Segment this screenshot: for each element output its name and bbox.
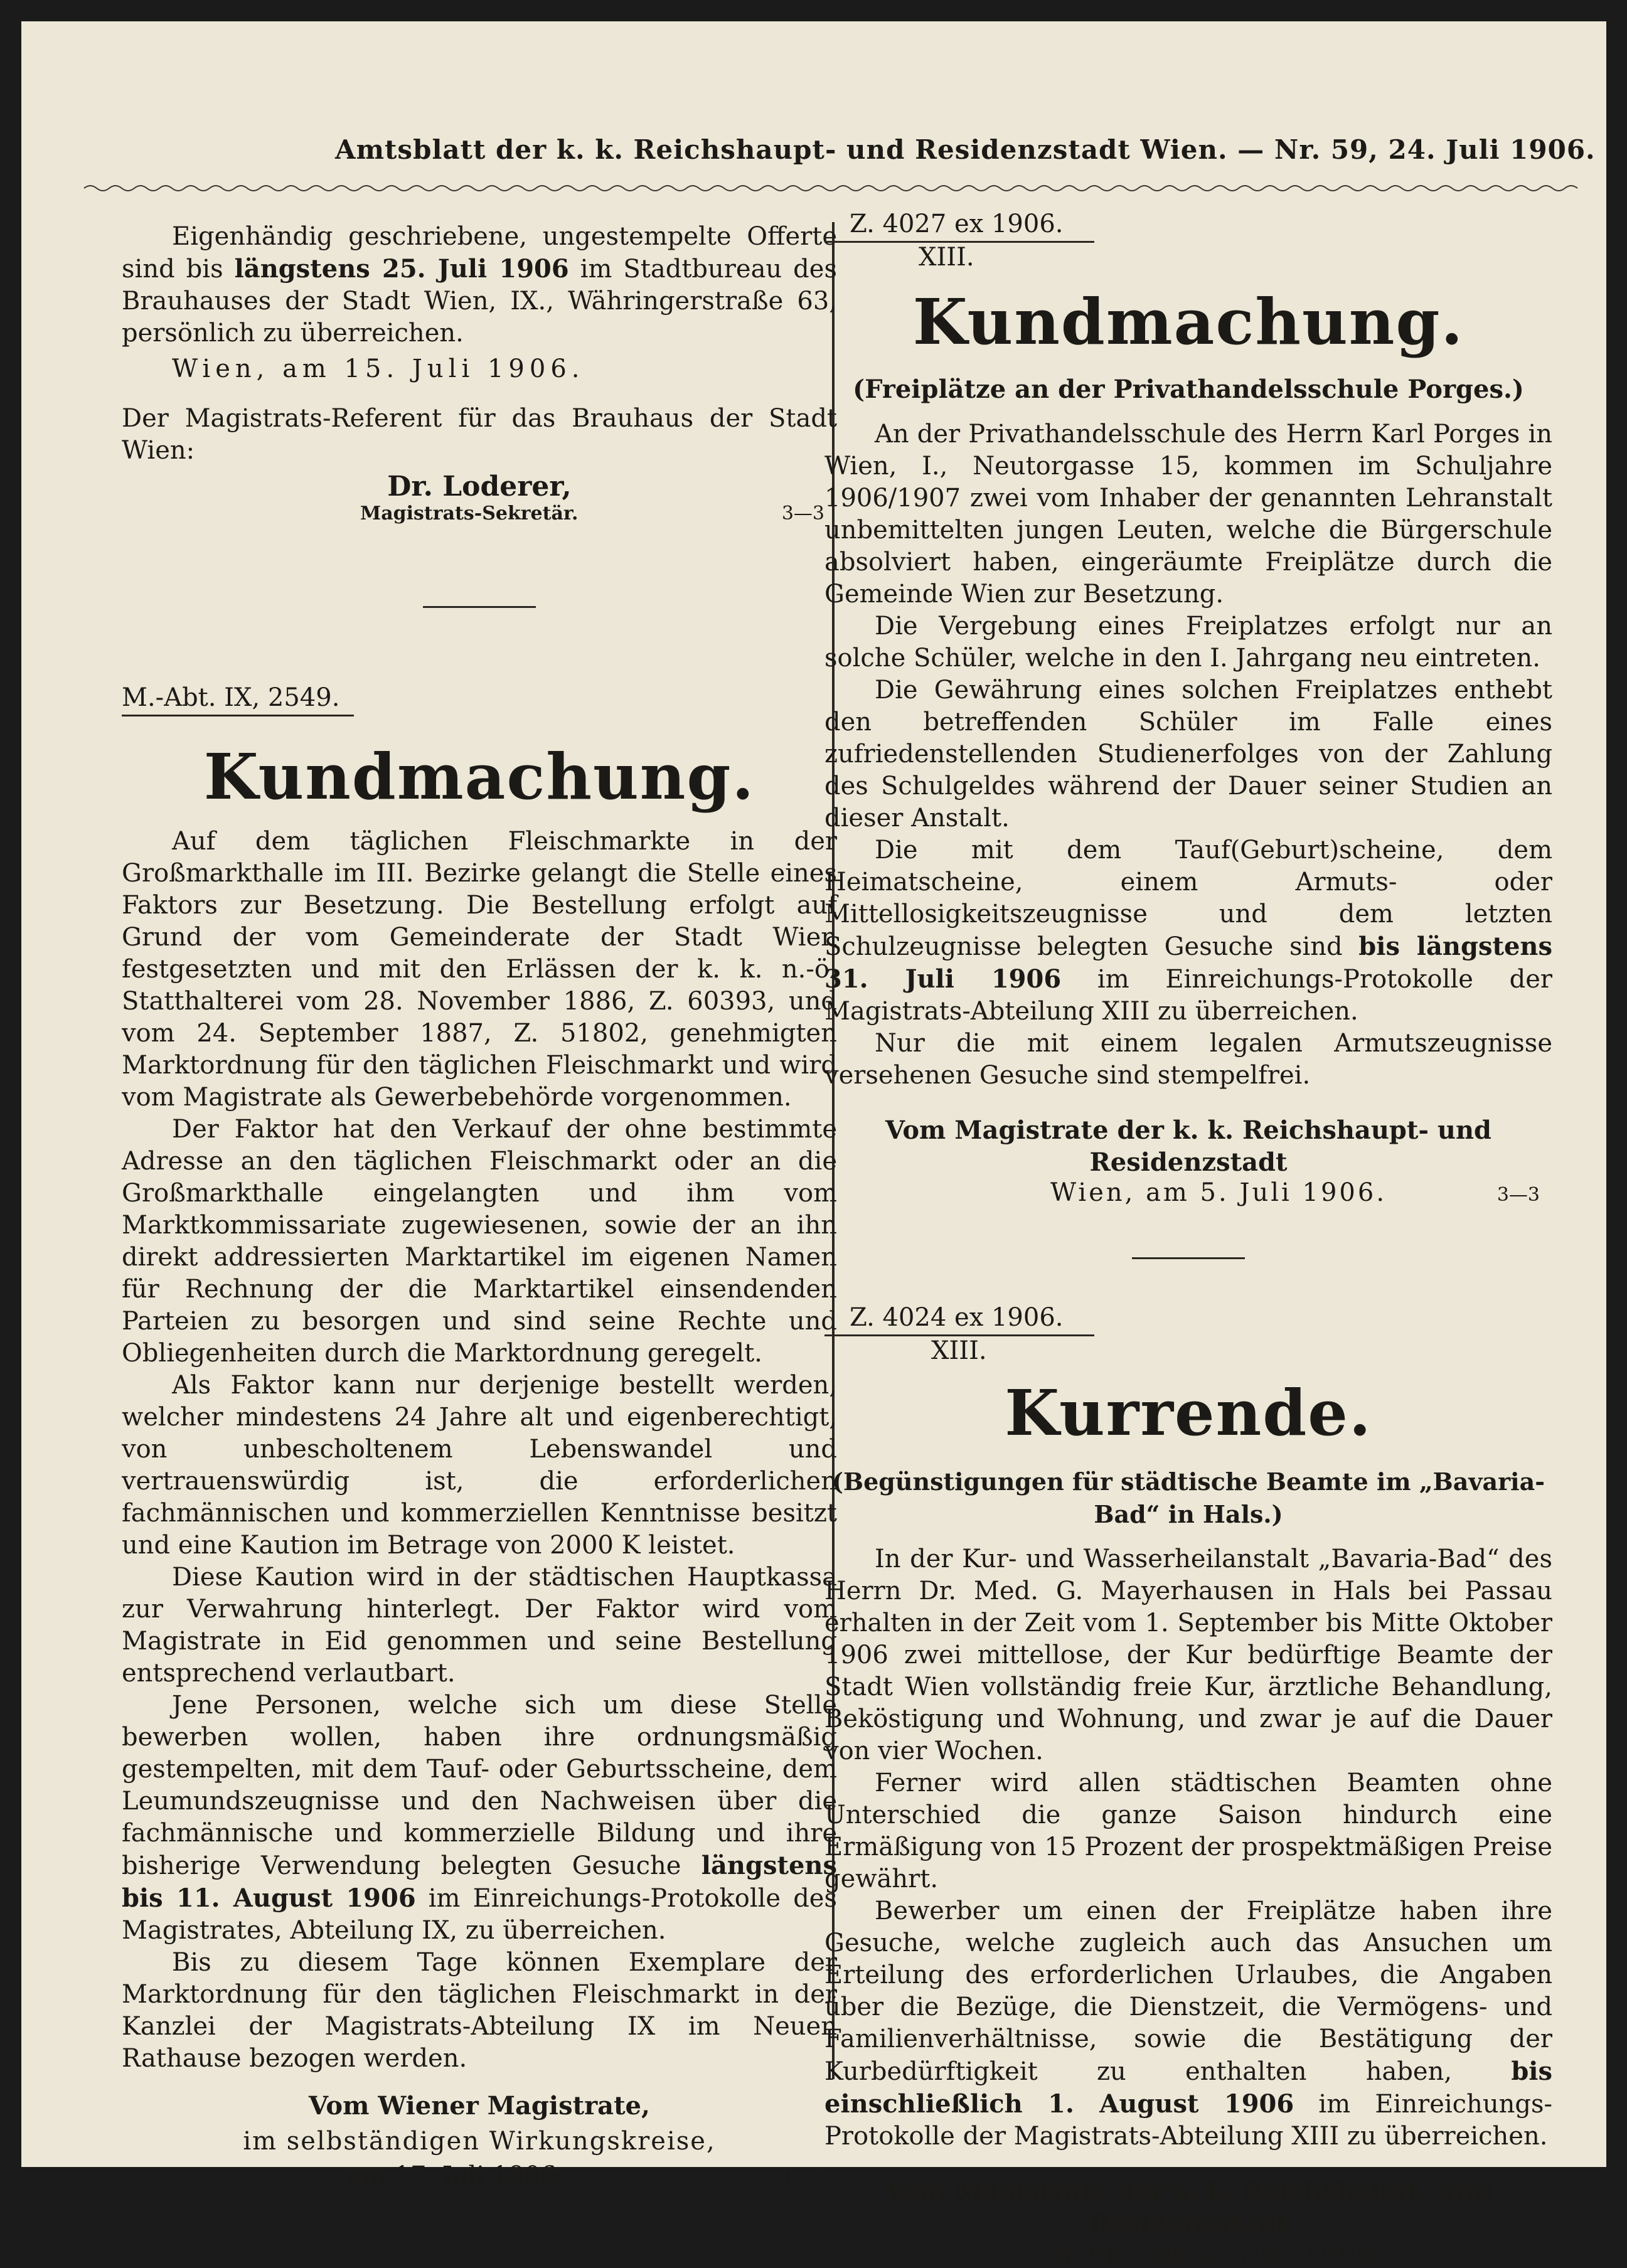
newspaper-page <box>21 21 1606 2268</box>
notice-left-number: 1—3 <box>781 2167 824 2189</box>
section-separator <box>423 606 536 608</box>
notice-right-1-ref: Z. 4027 ex 1906. <box>824 210 1094 243</box>
notice-right-2-title: Kurrende. <box>1005 1376 1372 1450</box>
section-separator <box>1132 1257 1245 1259</box>
intro-signer-title: Magistrats-Sekretär. <box>360 503 579 524</box>
notice-right-1-sign: Vom Magistrate der k. k. Reichshaupt- und Residenzstadt <box>885 1115 1492 1177</box>
notice-left-sign-1: Vom Wiener Magistrate, <box>309 2091 650 2121</box>
notice-right-1-refsub: XIII. <box>919 243 974 272</box>
notice-right-2-refsub: XIII. <box>931 1336 987 1365</box>
notice-right-1-number: 3—3 <box>1496 1184 1540 1206</box>
notice-right-1-date: Wien, am 5. Juli 1906. <box>1050 1178 1387 1207</box>
notice-right-1-paragraph-3: Die Gewährung eines solchen Freiplatzes enthebt den betreffenden Schüler im Falle eines zufriedenstellenden Studienerfolges von der Zahlung des Schulgeldes während der Dauer seiner Studien an dieser Anstalt. <box>824 676 1552 833</box>
notice-left <box>122 683 837 2190</box>
notice-left-paragraph-2: Der Faktor hat den Verkauf der ohne bestimmte Adresse an den täglichen Fleischmarkt oder an die Großmarkthalle eingelangten und ihm vom Marktkommissariate zugewiesenen, sowie der an ihn direkt addressierten Marktartikel im eigenen Namen für Rechnung der die Marktartikel einsendenden Parteien zu besorgen und sind seine Rechte und Obliegenheiten durch die Marktordnung geregelt. <box>122 1115 837 1368</box>
notice-right-1-title: Kundmachung. <box>912 285 1464 359</box>
notice-right-2-ref: Z. 4024 ex 1906. <box>824 1303 1094 1336</box>
notice-right-2-paragraph-1: In der Kur- und Wasserheilanstalt „Bavaria-Bad“ des Herrn Dr. Med. G. Mayerhausen in Hals bei Passau erhalten in der Zeit vom 1. September bis Mitte Oktober 1906 zwei mittellose, der Kur bedürftige Beamte der Stadt Wien vollständig freie Kur, ärztliche Behandlung, Beköstigung und Wohnung, und zwar je auf die Dauer von vier Wochen. <box>824 1545 1552 1765</box>
intro-number: 3—3 <box>781 503 824 524</box>
intro-referent: Der Magistrats-Referent für das Brauhaus der Stadt Wien: <box>122 404 837 465</box>
notice-right-1-date-row <box>824 1178 1552 1207</box>
notice-right-1-paragraph-4: Die mit dem Tauf(Geburt)scheine, dem Heimatscheine, einem Armuts- oder Mittellosigkeitszeugnisse und dem letzten Schulzeugnisse belegten Gesuche sind bis längstens 31. Juli 1906 im Einreichungs-Protokolle der Magistrats-Abteilung XIII zu überreichen. <box>824 836 1553 1026</box>
notice-left-ref: M.-Abt. IX, 2549. <box>122 683 354 716</box>
notice-right-2 <box>824 1303 1552 2268</box>
left-column <box>122 210 837 2190</box>
page-header: Amtsblatt der k. k. Reichshaupt- und Residenzstadt Wien. — Nr. 59, 24. Juli 1906. <box>335 134 1596 165</box>
notice-left-title: Kundmachung. <box>203 740 755 814</box>
notice-right-1-paragraph-1: An der Privathandelsschule des Herrn Karl Porges in Wien, I., Neutorgasse 15, kommen im Schuljahre 1906/1907 zwei vom Inhaber der genannten Lehranstalt unbemittelten jungen Leuten, welche die Bürgerschule absolviert haben, eingeräumte Freiplätze durch die Gemeinde Wien zur Besetzung. <box>824 420 1552 609</box>
intro-signer: Dr. Loderer, <box>387 471 572 503</box>
notice-right-2-sign: Vom Magistrate der k. k. Reichshaupt- und Residenzstadt <box>885 2176 1492 2238</box>
intro-date: Wien, am 15. Juli 1906. <box>172 354 585 383</box>
notice-right-1-paragraph-2: Die Vergebung eines Freiplatzes erfolgt nur an solche Schüler, welche in den I. Jahrgang neu eintreten. <box>824 612 1552 673</box>
notice-left-paragraph-6: Bis zu diesem Tage können Exemplare der Marktordnung für den täglichen Fleischmarkt in der Kanzlei der Magistrats-Abteilung IX im Neuen Rathause bezogen werden. <box>122 1948 837 2073</box>
notice-left-date: am 17. Juli 1906. <box>348 2161 565 2190</box>
notice-left-sign-2: im selbständigen Wirkungskreise, <box>243 2127 716 2156</box>
notice-right-2-paragraph-3: Bewerber um einen der Freiplätze haben ihre Gesuche, welche zugleich auch das Ansuchen um Erteilung des erforderlichen Urlaubes, die Angaben über die Bezüge, die Dienstzeit, die Vermögens- und Familienverhältnisse, sowie die Bestätigung der Kurbedürftigkeit zu enthalten haben, bis einschließlich 1. August 1906 im Einreichungs-Protokolle der Magistrats-Abteilung XIII zu überreichen. <box>824 1897 1553 2151</box>
intro-signer-row <box>122 503 837 524</box>
notice-right-2-subtitle: (Begünstigungen für städtische Beamte im „Bavaria-Bad“ in Hals.) <box>832 1467 1545 1528</box>
notice-right-1-subtitle: (Freiplätze an der Privathandelsschule Porges.) <box>853 375 1524 404</box>
notice-right-2-paragraph-2: Ferner wird allen städtischen Beamten ohne Unterschied die ganze Saison hindurch eine Ermäßigung von 15 Prozent der prospektmäßigen Preise gewährt. <box>824 1769 1552 1893</box>
notice-right-1-paragraph-5: Nur die mit einem legalen Armutszeugnisse versehenen Gesuche sind stempelfrei. <box>824 1029 1552 1090</box>
notice-left-date-row <box>122 2161 837 2190</box>
right-column <box>824 210 1552 2268</box>
notice-right-1 <box>824 210 1552 1259</box>
notice-left-paragraph-5: Jene Personen, welche sich um diese Stelle bewerben wollen, haben ihre ordnungsmäßig gestempelten, mit dem Tauf- oder Geburtsscheine, dem Leumundszeugnisse und den Nachweisen über die fachmännische und kommerzielle Bildung und ihre bisherige Verwendung belegten Gesuche längstens bis 11. August 1906 im Einreichungs-Protokolle des Magistrates, Abteilung IX, zu überreichen. <box>122 1691 837 1945</box>
notice-left-paragraph-3: Als Faktor kann nur derjenige bestellt werden, welcher mindestens 24 Jahre alt und eigenberechtigt, von unbescholtenem Lebenswandel und vertrauenswürdig ist, die erforderlichen fachmännischen und kommerziellen Kenntnisse besitzt und eine Kaution im Betrage von 2000 K leistet. <box>122 1371 837 1560</box>
notice-left-paragraph-1: Auf dem täglichen Fleischmarkte in der Großmarkthalle im III. Bezirke gelangt die Stelle eines Faktors zur Besetzung. Die Bestellung erfolgt auf Grund der vom Gemeinderate der Stadt Wien festgesetzten und mit den Erlässen der k. k. n.-ö. Statthalterei vom 28. November 1886, Z. 60393, und vom 24. September 1887, Z. 51802, genehmigten Marktordnung für den täglichen Fleischmarkt und wird vom Magistrate als Gewerbebehörde vorgenommen. <box>122 827 837 1112</box>
notice-left-paragraph-4: Diese Kaution wird in der städtischen Hauptkassa zur Verwahrung hinterlegt. Der Faktor wird vom Magistrate in Eid genommen und seine Bestellung entsprechend verlautbart. <box>122 1563 837 1688</box>
notice-right-2-number: 2—3 <box>1496 2245 1540 2267</box>
intro-paragraph: Eigenhändig geschriebene, ungestempelte Offerte sind bis längstens 25. Juli 1906 im Stadtbureau des Brauhauses der Stadt Wien, IX., Währingerstraße 63, persönlich zu überreichen. <box>122 222 837 348</box>
notice-right-2-date: Wien, am 5. Juli 1906. <box>1050 2239 1387 2268</box>
header-wavy-rule <box>84 182 1577 194</box>
notice-right-2-date-row <box>824 2239 1552 2268</box>
